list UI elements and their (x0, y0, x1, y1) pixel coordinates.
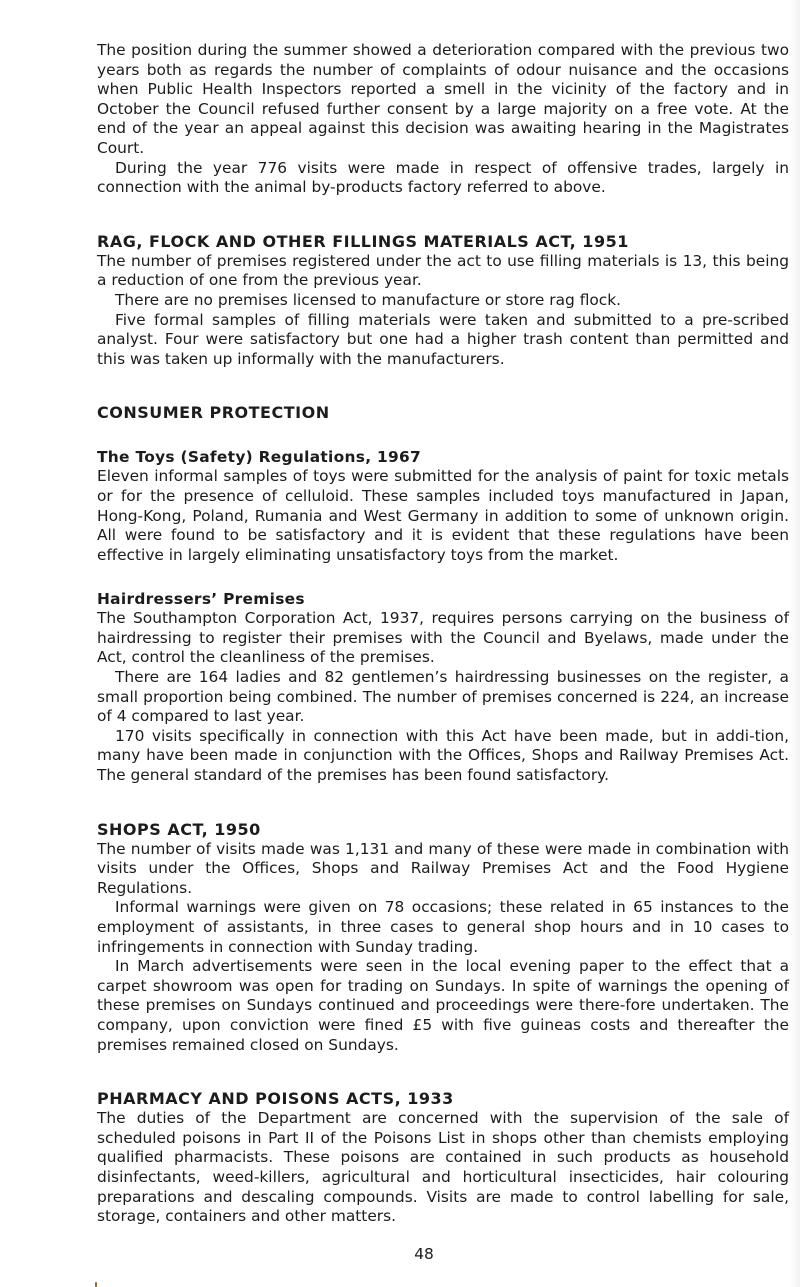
section-consumer-protection (97, 403, 789, 785)
heading-consumer-protection: CONSUMER PROTECTION (97, 403, 330, 423)
paragraph-shops-1: The number of visits made was 1,131 and many of these were made in combination with visits under the Offices, Shops and Railway Premises Act and the Food Hygiene Regulations. (97, 839, 789, 897)
section-pharmacy-poisons (97, 1089, 789, 1227)
section-shops-act (97, 820, 789, 1056)
page-edge-shadow (790, 0, 800, 1287)
paragraph-hairdressers-1: The Southampton Corporation Act, 1937, requires persons carrying on the business of hairdressing to register their premises with the Council and Byelaws, made under the Act, control the cleanliness of the premises. (97, 609, 789, 667)
heading-toys-regulations: The Toys (Safety) Regulations, 1967 (97, 448, 422, 467)
paragraph-hairdressers-3: 170 visits specifically in connection with this Act have been made, but in addi-tion, many have been made in conjunction with the Offices, Shops and Railway Premises Act. The general standard of the premises has been found satisfactory. (97, 726, 789, 785)
section-rag-flock (97, 232, 789, 370)
paper-speck (95, 1282, 97, 1287)
heading-rag-flock: RAG, FLOCK AND OTHER FILLINGS MATERIALS ACT, 1951 (97, 231, 629, 251)
paragraph-rag-flock-1: The number of premises registered under the act to use filling materials is 13, this being a reduction of one from the previous year. (97, 251, 789, 290)
page-number: 48 (414, 1245, 434, 1263)
page-content (97, 41, 789, 1227)
paragraph-shops-3: In March advertisements were seen in the local evening paper to the effect that a carpet showroom was open for trading on Sundays. In spite of warnings the opening of these premises on Sundays continued and proceedings were there-fore undertaken. The company, upon conviction were fined £5 with five guineas costs and thereafter the premises remained closed on Sundays. (97, 957, 789, 1054)
heading-hairdressers-premises: Hairdressers’ Premises (97, 590, 305, 609)
paragraph-rag-flock-2: There are no premises licensed to manufacture or store rag flock. (115, 290, 622, 309)
paragraph-offensive-trades: During the year 776 visits were made in respect of offensive trades, largely in connection with the animal by-products factory referred to above. (97, 158, 789, 197)
heading-shops-act: SHOPS ACT, 1950 (97, 819, 261, 839)
paragraph-toys-1: Eleven informal samples of toys were submitted for the analysis of paint for toxic metals or for the presence of celluloid. These samples included toys manufactured in Japan, Hong-Kong, Poland, Rumania and West Germany in addition to some of unknown origin. All were found to be satisfactory and it is evident that these regulations have been effective in largely eliminating unsatisfactory toys from the market. (97, 467, 789, 564)
paragraph-rag-flock-3: Five formal samples of filling materials were taken and submitted to a pre-scribed analyst. Four were satisfactory but one had a higher trash content than permitted and this was taken up informally with the manufacturers. (97, 310, 789, 368)
paragraph-hairdressers-2: There are 164 ladies and 82 gentlemen’s hairdressing businesses on the register, a small proportion being combined. The number of premises concerned is 224, an increase of 4 compared to last year. (97, 668, 789, 726)
heading-pharmacy-poisons: PHARMACY AND POISONS ACTS, 1933 (97, 1089, 454, 1109)
paragraph-shops-2: Informal warnings were given on 78 occasions; these related in 65 instances to the employment of assistants, in three cases to general shop hours and in 10 cases to infringements in connection with Sunday trading. (97, 898, 789, 956)
paragraph-odour-nuisance: The position during the summer showed a deterioration compared with the previous two years both as regards the number of complaints of odour nuisance and the occasions when Public Health Inspectors reported a smell in the vicinity of the factory and in October the Council refused further consent by a large majority on a free vote. At the end of the year an appeal against this decision was awaiting hearing in the Magistrates Court. (97, 41, 789, 157)
paragraph-pharmacy-1: The duties of the Department are concerned with the supervision of the sale of scheduled poisons in Part II of the Poisons List in shops other than chemists employing qualified pharmacists. These poisons are contained in such products as household disinfectants, weed-killers, agricultural and horticultural insecticides, hair colouring preparations and descaling compounds. Visits are made to control labelling for sale, storage, containers and other matters. (97, 1109, 789, 1226)
